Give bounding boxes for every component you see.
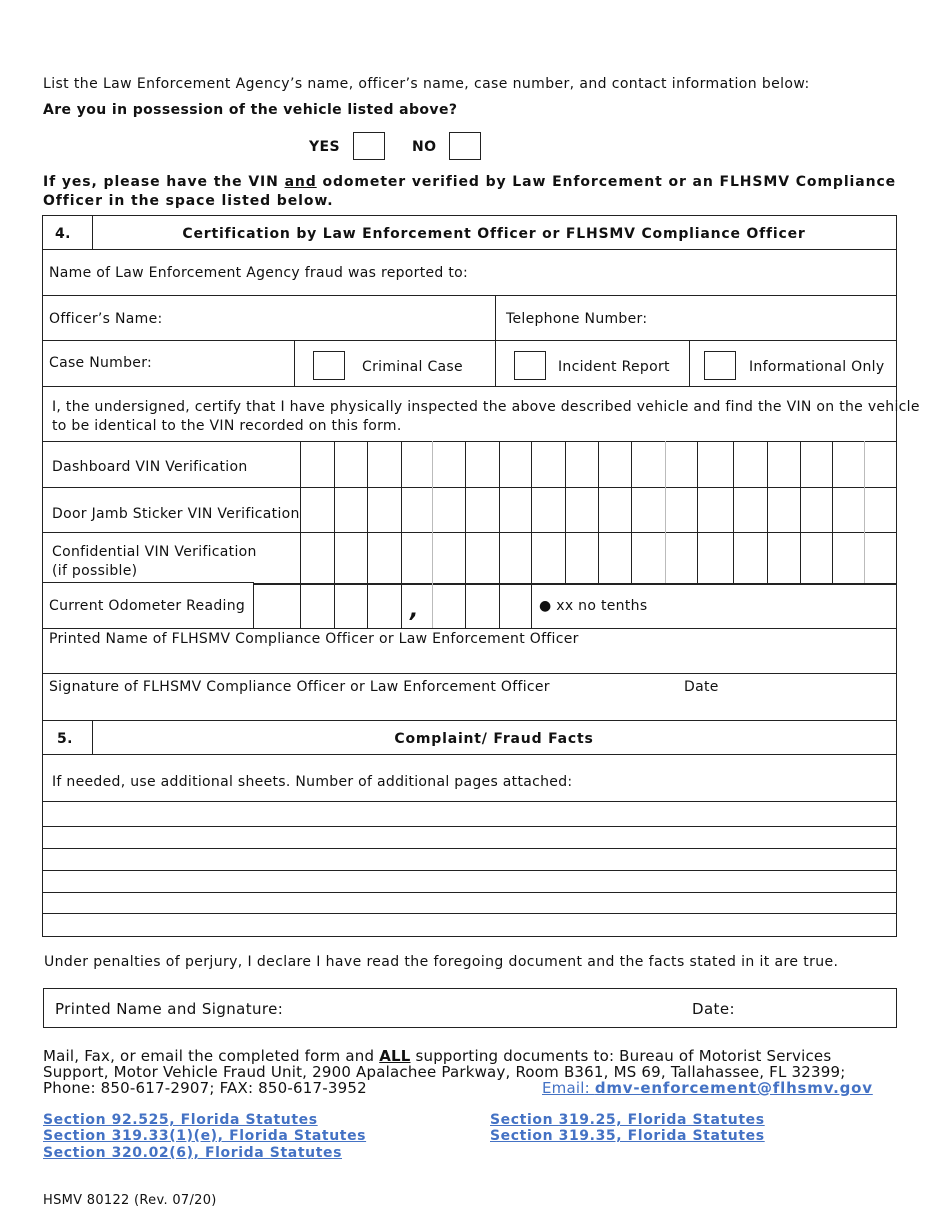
door-jamb-vin-cell[interactable] bbox=[335, 488, 367, 532]
door-jamb-vin-cell[interactable] bbox=[698, 488, 733, 532]
perjury-statement: Under penalties of perjury, I declare I have read the foregoing document and the facts stated in it are true. bbox=[44, 954, 839, 970]
odometer-cell-divider bbox=[531, 583, 532, 628]
email-link[interactable]: Email: dmv-enforcement@flhsmv.gov bbox=[542, 1079, 873, 1097]
confidential-vin-cell[interactable] bbox=[500, 533, 531, 582]
confidential-vin-cell[interactable] bbox=[801, 533, 832, 582]
door-jamb-vin-cell[interactable] bbox=[833, 488, 864, 532]
dashboard-vin-cell[interactable] bbox=[402, 442, 432, 487]
dashboard-vin-cell[interactable] bbox=[632, 442, 665, 487]
odometer-digit-cell[interactable] bbox=[466, 585, 499, 627]
dashboard-vin-cell[interactable] bbox=[768, 442, 800, 487]
dashboard-vin-cell[interactable] bbox=[368, 442, 401, 487]
statute-link-319-25[interactable]: Section 319.25, Florida Statutes bbox=[490, 1112, 765, 1128]
printed-name-signature-label: Printed Name and Signature: bbox=[55, 1000, 284, 1018]
dashboard-vin-cell[interactable] bbox=[466, 442, 499, 487]
agency-field[interactable] bbox=[43, 250, 895, 294]
criminal-case-checkbox[interactable] bbox=[313, 351, 345, 380]
odometer-comma: , bbox=[410, 598, 419, 623]
officer-printed-name-label: Printed Name of FLHSMV Compliance Officer or Law Enforcement Officer bbox=[49, 631, 579, 647]
dashboard-vin-cell[interactable] bbox=[500, 442, 531, 487]
door-jamb-vin-cell[interactable] bbox=[666, 488, 697, 532]
form-id: HSMV 80122 (Rev. 07/20) bbox=[43, 1193, 217, 1208]
certify-text: I, the undersigned, certify that I have physically inspected the above described vehicle and find the VIN on the vehicle bbox=[52, 399, 920, 415]
officer-date-label: Date bbox=[684, 679, 719, 695]
door-jamb-vin-cell[interactable] bbox=[734, 488, 767, 532]
dashboard-vin-cell[interactable] bbox=[865, 442, 895, 487]
fraud-facts-field[interactable] bbox=[43, 802, 895, 934]
dashboard-vin-cell[interactable] bbox=[698, 442, 733, 487]
dashboard-vin-cell[interactable] bbox=[833, 442, 864, 487]
confidential-vin-cell[interactable] bbox=[632, 533, 665, 582]
if-yes-instruction-line2: Officer in the space listed below. bbox=[43, 193, 334, 209]
case-number-label: Case Number: bbox=[49, 355, 153, 371]
statute-link-320-02[interactable]: Section 320.02(6), Florida Statutes bbox=[43, 1145, 343, 1161]
odometer-digit-cell[interactable] bbox=[335, 585, 367, 627]
confidential-vin-cell[interactable] bbox=[335, 533, 367, 582]
door-jamb-vin-cell[interactable] bbox=[632, 488, 665, 532]
incident-report-label: Incident Report bbox=[558, 359, 670, 375]
confidential-vin-cell[interactable] bbox=[734, 533, 767, 582]
confidential-vin-cell[interactable] bbox=[768, 533, 800, 582]
yes-label: YES bbox=[309, 139, 340, 155]
dashboard-vin-cell[interactable] bbox=[566, 442, 598, 487]
informational-only-checkbox[interactable] bbox=[704, 351, 736, 380]
odometer-digit-cell[interactable] bbox=[500, 585, 531, 627]
incident-report-checkbox[interactable] bbox=[514, 351, 546, 380]
door-jamb-vin-cell[interactable] bbox=[532, 488, 565, 532]
statute-link-92-525[interactable]: Section 92.525, Florida Statutes bbox=[43, 1112, 318, 1128]
criminal-case-label: Criminal Case bbox=[362, 359, 463, 375]
confidential-vin-label-line2: (if possible) bbox=[52, 563, 138, 579]
dashboard-vin-cell[interactable] bbox=[801, 442, 832, 487]
mail-instructions: Mail, Fax, or email the completed form and ALL supporting documents to: Bureau of Motorist Services bbox=[43, 1047, 832, 1065]
statute-link-319-35[interactable]: Section 319.35, Florida Statutes bbox=[490, 1128, 765, 1144]
agency-label: Name of Law Enforcement Agency fraud was reported to: bbox=[49, 265, 469, 281]
confidential-vin-cell[interactable] bbox=[599, 533, 631, 582]
officer-name-label: Officer’s Name: bbox=[49, 311, 163, 327]
confidential-vin-cell[interactable] bbox=[666, 533, 697, 582]
confidential-vin-cell[interactable] bbox=[698, 533, 733, 582]
dashboard-vin-label: Dashboard VIN Verification bbox=[52, 459, 248, 475]
door-jamb-vin-cell[interactable] bbox=[368, 488, 401, 532]
dashboard-vin-cell[interactable] bbox=[532, 442, 565, 487]
list-instruction: List the Law Enforcement Agency’s name, officer’s name, case number, and contact information below: bbox=[43, 76, 810, 92]
telephone-field[interactable] bbox=[496, 296, 895, 340]
mail-address: Support, Motor Vehicle Fraud Unit, 2900 Apalachee Parkway, Room B361, MS 69, Tallahassee, FL 32399; bbox=[43, 1063, 846, 1081]
door-jamb-vin-cell[interactable] bbox=[402, 488, 432, 532]
if-yes-instruction: If yes, please have the VIN and odometer verified by Law Enforcement or an FLHSMV Compliance bbox=[43, 174, 897, 190]
odometer-label: Current Odometer Reading bbox=[49, 598, 246, 614]
section5-number: 5. bbox=[57, 731, 73, 747]
odometer-digit-cell[interactable] bbox=[255, 585, 300, 627]
officer-signature-label: Signature of FLHSMV Compliance Officer or Law Enforcement Officer bbox=[49, 679, 550, 695]
dashboard-vin-cell[interactable] bbox=[301, 442, 334, 487]
confidential-vin-cell[interactable] bbox=[301, 533, 334, 582]
door-jamb-vin-cell[interactable] bbox=[466, 488, 499, 532]
dashboard-vin-cell[interactable] bbox=[433, 442, 465, 487]
confidential-vin-cell[interactable] bbox=[532, 533, 565, 582]
odometer-digit-cell[interactable] bbox=[301, 585, 334, 627]
confidential-vin-cell[interactable] bbox=[433, 533, 465, 582]
door-jamb-vin-cell[interactable] bbox=[801, 488, 832, 532]
confidential-vin-cell[interactable] bbox=[833, 533, 864, 582]
section4-title: Certification by Law Enforcement Officer or FLHSMV Compliance Officer bbox=[182, 226, 806, 242]
perjury-date-label: Date: bbox=[692, 1000, 735, 1018]
section5-title: Complaint/ Fraud Facts bbox=[394, 731, 594, 747]
odometer-digit-cell[interactable] bbox=[433, 585, 465, 627]
telephone-label: Telephone Number: bbox=[506, 311, 648, 327]
additional-sheets-label: If needed, use additional sheets. Number of additional pages attached: bbox=[52, 774, 573, 790]
odometer-digit-cell[interactable] bbox=[368, 585, 401, 627]
dashboard-vin-cell[interactable] bbox=[599, 442, 631, 487]
section4-number: 4. bbox=[55, 226, 71, 242]
door-jamb-vin-cell[interactable] bbox=[566, 488, 598, 532]
confidential-vin-cell[interactable] bbox=[402, 533, 432, 582]
no-checkbox[interactable] bbox=[449, 132, 481, 160]
officer-printed-name-field[interactable] bbox=[43, 650, 895, 672]
confidential-vin-cell[interactable] bbox=[466, 533, 499, 582]
phone-fax: Phone: 850-617-2907; FAX: 850-617-3952 bbox=[43, 1079, 367, 1097]
no-label: NO bbox=[412, 139, 437, 155]
door-jamb-vin-cell[interactable] bbox=[865, 488, 895, 532]
dashboard-vin-cell[interactable] bbox=[734, 442, 767, 487]
informational-only-label: Informational Only bbox=[749, 359, 885, 375]
confidential-vin-cell[interactable] bbox=[865, 533, 895, 582]
case-number-field[interactable] bbox=[43, 341, 293, 385]
door-jamb-vin-cell[interactable] bbox=[301, 488, 334, 532]
confidential-vin-label: Confidential VIN Verification bbox=[52, 544, 257, 560]
statute-link-319-33[interactable]: Section 319.33(1)(e), Florida Statutes bbox=[43, 1128, 367, 1144]
confidential-vin-cell[interactable] bbox=[566, 533, 598, 582]
dashboard-vin-cell[interactable] bbox=[666, 442, 697, 487]
possession-question: Are you in possession of the vehicle listed above? bbox=[43, 102, 458, 118]
yes-checkbox[interactable] bbox=[353, 132, 385, 160]
door-jamb-vin-cell[interactable] bbox=[599, 488, 631, 532]
officer-signature-field[interactable] bbox=[43, 698, 895, 719]
door-jamb-vin-cell[interactable] bbox=[433, 488, 465, 532]
door-jamb-vin-label: Door Jamb Sticker VIN Verification bbox=[52, 506, 300, 522]
door-jamb-vin-cell[interactable] bbox=[500, 488, 531, 532]
door-jamb-vin-cell[interactable] bbox=[768, 488, 800, 532]
dashboard-vin-cell[interactable] bbox=[335, 442, 367, 487]
officer-name-field[interactable] bbox=[43, 296, 494, 340]
odometer-note: ● xx no tenths bbox=[539, 598, 648, 614]
certify-text-line2: to be identical to the VIN recorded on this form. bbox=[52, 418, 402, 434]
confidential-vin-cell[interactable] bbox=[368, 533, 401, 582]
